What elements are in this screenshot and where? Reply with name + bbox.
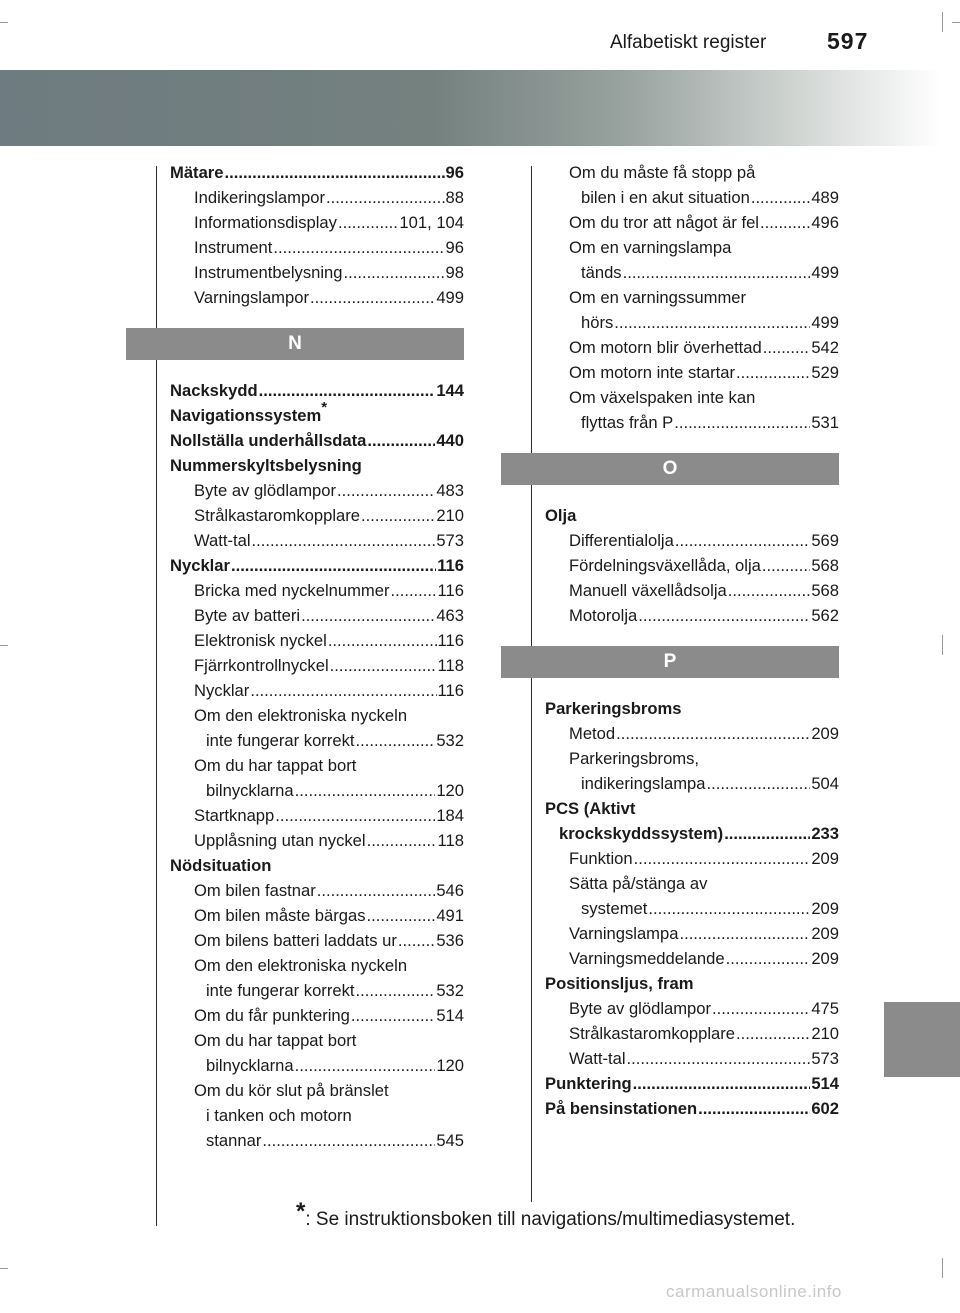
leader-dots <box>351 1003 435 1028</box>
entry-term: Byte av batteri <box>194 606 301 625</box>
entry-page: 116 <box>437 681 464 700</box>
header-gradient-band <box>0 70 960 146</box>
crop-mark <box>942 12 943 32</box>
entry-page: 209 <box>811 849 839 868</box>
leader-dots <box>391 578 437 603</box>
right-column-rule <box>531 166 532 1202</box>
index-entry <box>545 871 839 896</box>
leader-dots <box>250 678 436 703</box>
entry-term: Om en varningslampa <box>569 238 732 257</box>
index-entry <box>545 1021 839 1046</box>
entry-page: 144 <box>436 381 464 400</box>
leader-dots <box>356 728 436 753</box>
index-entry <box>170 653 464 678</box>
entry-page: 569 <box>811 531 839 550</box>
leader-dots <box>724 821 810 846</box>
leader-dots <box>361 503 435 528</box>
page-number: 597 <box>827 28 869 54</box>
entry-page: 209 <box>811 899 839 918</box>
index-entry <box>545 603 839 628</box>
index-entry <box>545 285 839 310</box>
entry-page: 233 <box>811 824 839 843</box>
entry-term: Om du kör slut på bränslet <box>194 1081 389 1100</box>
index-entry <box>545 260 839 285</box>
entry-page: 116 <box>437 631 464 650</box>
entry-page: 532 <box>436 731 464 750</box>
entry-page: 210 <box>811 1024 839 1043</box>
leader-dots <box>627 1046 811 1071</box>
leader-dots <box>367 903 436 928</box>
entry-page: 483 <box>436 481 464 500</box>
section-thumb-tab <box>884 1002 960 1077</box>
leader-dots <box>679 921 810 946</box>
leader-dots <box>259 378 436 403</box>
index-entry <box>170 1128 464 1153</box>
entry-term: Om växelspaken inte kan <box>569 388 756 407</box>
entry-page: 440 <box>436 431 464 450</box>
left-index-column <box>170 160 464 1153</box>
leader-dots <box>330 653 437 678</box>
entry-page: 504 <box>811 774 839 793</box>
leader-dots <box>337 478 435 503</box>
entry-page: 101, 104 <box>399 213 464 232</box>
entry-term: Om du måste få stopp på <box>569 163 756 182</box>
entry-term: Elektronisk nyckel <box>194 631 327 650</box>
crop-mark <box>942 1258 943 1278</box>
index-entry <box>170 828 464 853</box>
index-entry <box>170 1103 464 1128</box>
entry-page: 491 <box>436 906 464 925</box>
leader-dots <box>623 260 811 285</box>
entry-page: 116 <box>437 581 464 600</box>
entry-term: Differentialolja <box>569 531 674 550</box>
index-entry <box>545 821 839 846</box>
entry-term: Nycklar <box>170 556 230 575</box>
index-entry <box>170 453 464 478</box>
leader-dots <box>225 160 445 185</box>
index-entry <box>170 503 464 528</box>
entry-term: i tanken och motorn <box>206 1106 352 1125</box>
entry-term: Positionsljus, fram <box>545 974 694 993</box>
entry-term: inte fungerar korrekt <box>206 981 355 1000</box>
entry-term: Om en varningssummer <box>569 288 747 307</box>
entry-page: 499 <box>436 288 464 307</box>
entry-page: 529 <box>811 363 839 382</box>
entry-page: 536 <box>436 931 464 950</box>
index-entry <box>170 210 464 235</box>
index-entry <box>170 399 464 428</box>
entry-page: 463 <box>436 606 464 625</box>
index-entry <box>170 878 464 903</box>
leader-dots <box>310 285 435 310</box>
index-entry <box>170 753 464 778</box>
entry-term: Strålkastaromkopplare <box>569 1024 736 1043</box>
entry-term: Watt-tal <box>569 1049 626 1068</box>
index-entry <box>170 803 464 828</box>
footnote <box>296 1198 796 1232</box>
entry-page: 573 <box>811 1049 839 1068</box>
index-entry <box>545 846 839 871</box>
entry-term: flyttas från P <box>581 413 674 432</box>
index-entry <box>545 1096 839 1121</box>
index-entry <box>545 360 839 385</box>
footnote-text: : Se instruktionsboken till navigations/multimediasystemet. <box>305 1209 796 1230</box>
entry-term: Parkeringsbroms, <box>569 749 700 768</box>
entry-page: 210 <box>436 506 464 525</box>
entry-page: 120 <box>436 781 464 800</box>
entry-term: Parkeringsbroms <box>545 699 682 718</box>
entry-term: Funktion <box>569 849 633 868</box>
leader-dots <box>616 721 810 746</box>
entry-page: 499 <box>811 263 839 282</box>
entry-term: På bensinstationen <box>545 1099 698 1118</box>
crop-mark <box>0 1268 8 1269</box>
index-entry <box>170 778 464 803</box>
entry-term: inte fungerar korrekt <box>206 731 355 750</box>
leader-dots <box>674 410 810 435</box>
leader-dots <box>398 928 435 953</box>
entry-term: Fördelningsväxellåda, olja <box>569 556 761 575</box>
entry-term: stannar <box>206 1131 262 1150</box>
entry-page: 209 <box>811 724 839 743</box>
index-entry <box>170 1053 464 1078</box>
index-entry <box>545 310 839 335</box>
index-entry <box>545 1046 839 1071</box>
index-entry <box>545 503 839 528</box>
index-entry <box>545 971 839 996</box>
leader-dots <box>273 235 444 260</box>
leader-dots <box>751 185 810 210</box>
index-entry <box>170 928 464 953</box>
entry-page: 118 <box>437 656 464 675</box>
left-column-rule <box>156 166 157 1226</box>
leader-dots <box>275 803 435 828</box>
entry-term: krockskyddssystem) <box>559 824 724 843</box>
entry-term: Navigationssystem <box>170 406 322 425</box>
entry-term: Instrument <box>194 238 273 257</box>
leader-dots <box>736 1021 810 1046</box>
entry-term: Bricka med nyckelnummer <box>194 581 390 600</box>
index-entry <box>545 996 839 1021</box>
index-entry <box>545 721 839 746</box>
index-entry <box>170 378 464 403</box>
entry-term: Om den elektroniska nyckeln <box>194 956 408 975</box>
entry-term: Om du har tappat bort <box>194 1031 357 1050</box>
crop-mark <box>0 645 8 646</box>
leader-dots <box>736 360 810 385</box>
index-entry <box>545 746 839 771</box>
entry-page: 514 <box>811 1074 839 1093</box>
entry-term: Byte av glödlampor <box>194 481 337 500</box>
running-title: Alfabetiskt register <box>610 32 767 53</box>
entry-term: Om bilen måste bärgas <box>194 906 366 925</box>
index-letter-bar: N <box>126 328 464 360</box>
crop-mark <box>952 22 960 23</box>
index-entry <box>545 796 839 821</box>
entry-term: Indikeringslampor <box>194 188 325 207</box>
entry-page: 545 <box>436 1131 464 1150</box>
index-entry <box>545 578 839 603</box>
index-entry <box>170 528 464 553</box>
leader-dots <box>328 628 437 653</box>
index-entry <box>545 160 839 185</box>
leader-dots <box>728 578 811 603</box>
entry-term: bilnycklarna <box>206 1056 294 1075</box>
index-entry <box>545 921 839 946</box>
entry-page: 209 <box>811 924 839 943</box>
leader-dots <box>367 428 435 453</box>
index-entry <box>545 385 839 410</box>
entry-term: bilnycklarna <box>206 781 294 800</box>
entry-page: 209 <box>811 949 839 968</box>
index-entry <box>545 553 839 578</box>
entry-page: 88 <box>445 188 464 207</box>
index-entry <box>170 478 464 503</box>
entry-term: Watt-tal <box>194 531 251 550</box>
watermark: carmanualsonline.info <box>666 1282 842 1301</box>
entry-term: Om den elektroniska nyckeln <box>194 706 408 725</box>
index-entry <box>545 896 839 921</box>
index-entry <box>545 410 839 435</box>
entry-page: 116 <box>437 556 464 575</box>
entry-page: 573 <box>436 531 464 550</box>
entry-term: Metod <box>569 724 616 743</box>
leader-dots <box>326 185 445 210</box>
index-entry <box>170 728 464 753</box>
leader-dots <box>301 603 435 628</box>
entry-term: Om bilen fastnar <box>194 881 316 900</box>
entry-term: Om motorn inte startar <box>569 363 735 382</box>
entry-page: 118 <box>437 831 464 850</box>
index-entry <box>545 946 839 971</box>
index-entry <box>545 1071 839 1096</box>
index-letter-bar: O <box>501 453 839 485</box>
index-entry <box>170 978 464 1003</box>
leader-dots <box>367 828 437 853</box>
index-entry <box>170 903 464 928</box>
entry-page: 546 <box>436 881 464 900</box>
crop-mark <box>942 635 943 655</box>
entry-page: 542 <box>811 338 839 357</box>
entry-term: Varningsmeddelande <box>569 949 725 968</box>
index-entry <box>170 953 464 978</box>
entry-term: Fjärrkontrollnyckel <box>194 656 329 675</box>
leader-dots <box>344 260 445 285</box>
entry-term: Sätta på/stänga av <box>569 874 708 893</box>
entry-term: indikeringslampa <box>581 774 706 793</box>
index-entry <box>170 678 464 703</box>
index-entry <box>170 428 464 453</box>
entry-term: Nycklar <box>194 681 250 700</box>
footnote-star: * <box>321 399 328 417</box>
index-entry <box>170 578 464 603</box>
index-entry <box>170 160 464 185</box>
entry-term: Nummerskyltsbelysning <box>170 456 362 475</box>
right-index-column <box>545 160 839 1121</box>
leader-dots <box>648 896 810 921</box>
index-entry <box>170 853 464 878</box>
leader-dots <box>295 1053 436 1078</box>
leader-dots <box>633 1071 811 1096</box>
entry-term: Varningslampa <box>569 924 679 943</box>
index-entry <box>170 285 464 310</box>
leader-dots <box>356 978 436 1003</box>
entry-term: Instrumentbelysning <box>194 263 343 282</box>
footnote-marker: * <box>296 1198 306 1225</box>
index-entry <box>545 771 839 796</box>
index-entry <box>170 703 464 728</box>
leader-dots <box>763 335 811 360</box>
entry-term: Motorolja <box>569 606 638 625</box>
entry-page: 489 <box>811 188 839 207</box>
leader-dots <box>262 1128 435 1153</box>
entry-term: Om motorn blir överhettad <box>569 338 762 357</box>
index-entry <box>170 1028 464 1053</box>
index-entry <box>545 185 839 210</box>
entry-term: Mätare <box>170 163 224 182</box>
index-letter-bar: P <box>501 646 839 678</box>
entry-term: Strålkastaromkopplare <box>194 506 361 525</box>
entry-page: 120 <box>436 1056 464 1075</box>
entry-page: 514 <box>436 1006 464 1025</box>
entry-page: 496 <box>811 213 839 232</box>
entry-term: Om du tror att något är fel <box>569 213 759 232</box>
index-entry <box>170 260 464 285</box>
leader-dots <box>760 210 810 235</box>
entry-page: 568 <box>811 581 839 600</box>
crop-mark <box>0 22 8 23</box>
leader-dots <box>317 878 436 903</box>
leader-dots <box>762 553 810 578</box>
leader-dots <box>638 603 810 628</box>
index-entry <box>170 235 464 260</box>
index-entry <box>545 528 839 553</box>
entry-page: 532 <box>436 981 464 1000</box>
entry-term: Om bilens batteri laddats ur <box>194 931 397 950</box>
entry-term: Manuell växellådsolja <box>569 581 727 600</box>
entry-page: 184 <box>436 806 464 825</box>
entry-term: systemet <box>581 899 648 918</box>
entry-term: hörs <box>581 313 614 332</box>
index-entry <box>545 696 839 721</box>
entry-page: 602 <box>811 1099 839 1118</box>
leader-dots <box>726 946 811 971</box>
entry-page: 96 <box>445 238 464 257</box>
index-entry <box>170 185 464 210</box>
entry-term: Om du har tappat bort <box>194 756 357 775</box>
index-entry <box>170 628 464 653</box>
entry-page: 568 <box>811 556 839 575</box>
leader-dots <box>634 846 811 871</box>
index-entry <box>545 335 839 360</box>
entry-term: Olja <box>545 506 577 525</box>
entry-term: Nollställa underhållsdata <box>170 431 367 450</box>
index-entry <box>545 235 839 260</box>
entry-term: Nödsituation <box>170 856 272 875</box>
index-entry <box>170 1003 464 1028</box>
index-entry <box>170 553 464 578</box>
leader-dots <box>675 528 810 553</box>
leader-dots <box>614 310 810 335</box>
leader-dots <box>712 996 810 1021</box>
entry-term: Upplåsning utan nyckel <box>194 831 366 850</box>
leader-dots <box>295 778 436 803</box>
entry-term: Informationsdisplay <box>194 213 337 232</box>
leader-dots <box>252 528 436 553</box>
entry-page: 475 <box>811 999 839 1018</box>
entry-page: 96 <box>445 163 464 182</box>
leader-dots <box>338 210 398 235</box>
entry-term: bilen i en akut situation <box>581 188 750 207</box>
entry-term: PCS (Aktivt <box>545 799 636 818</box>
index-entry <box>545 210 839 235</box>
entry-term: Startknapp <box>194 806 275 825</box>
leader-dots <box>698 1096 810 1121</box>
entry-page: 499 <box>811 313 839 332</box>
entry-term: Nackskydd <box>170 381 258 400</box>
index-entry <box>170 1078 464 1103</box>
index-entry <box>170 603 464 628</box>
entry-term: Byte av glödlampor <box>569 999 712 1018</box>
leader-dots <box>707 771 811 796</box>
entry-term: tänds <box>581 263 622 282</box>
entry-term: Om du får punktering <box>194 1006 350 1025</box>
entry-term: Punktering <box>545 1074 632 1093</box>
entry-page: 531 <box>811 413 839 432</box>
entry-page: 562 <box>811 606 839 625</box>
page-header <box>0 0 960 150</box>
entry-page: 98 <box>445 263 464 282</box>
entry-term: Varningslampor <box>194 288 309 307</box>
leader-dots <box>231 553 436 578</box>
